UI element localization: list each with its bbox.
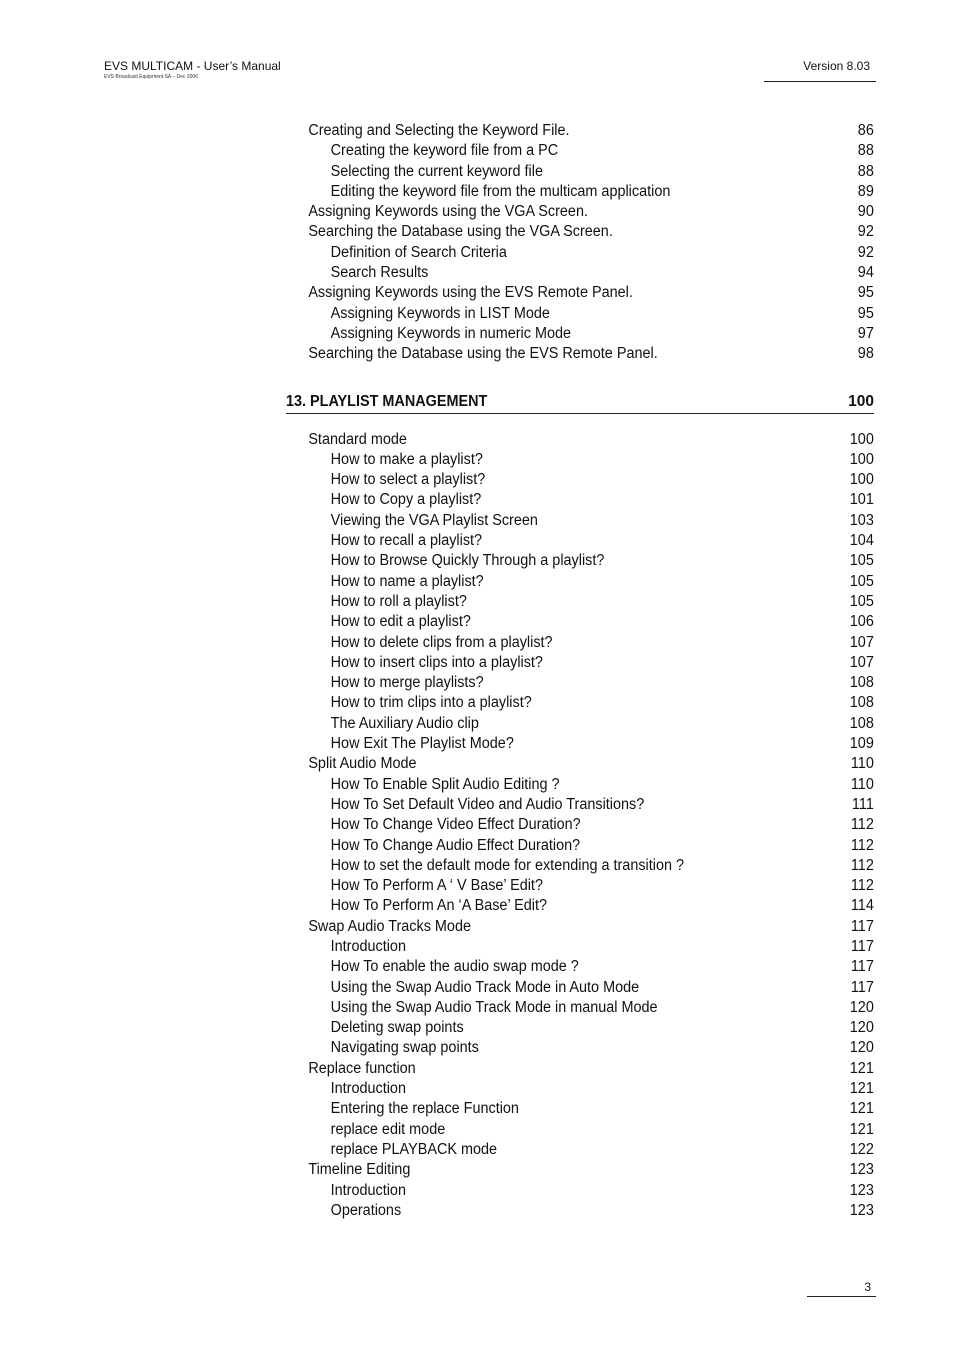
toc-entry[interactable] <box>286 795 874 815</box>
toc-entry[interactable] <box>286 633 874 653</box>
toc-entry-title: Using the Swap Audio Track Mode in manual Mode <box>330 998 658 1016</box>
toc-entry-title: How to name a playlist? <box>330 572 484 590</box>
toc-entry[interactable] <box>286 815 874 835</box>
toc-entry[interactable] <box>286 957 874 977</box>
toc-entry[interactable] <box>286 876 874 896</box>
toc-entry[interactable] <box>286 490 874 510</box>
toc-entry-title: Searching the Database using the VGA Screen. <box>308 223 613 241</box>
toc-entry[interactable] <box>286 612 874 632</box>
toc-entry-title: How To Perform An ‘A Base’ Edit? <box>330 897 547 915</box>
toc-entry-page: 90 <box>857 203 874 221</box>
publisher-line: EVS Broadcast Equipment SA – Dec 2006 <box>104 74 198 80</box>
toc-entry[interactable] <box>286 1059 874 1079</box>
toc-entry-page: 117 <box>850 937 874 955</box>
toc-entry-page: 103 <box>849 511 874 529</box>
toc-entry-page: 112 <box>850 856 874 874</box>
toc-entry-page: 112 <box>850 816 874 834</box>
toc-entry-title: replace edit mode <box>330 1120 446 1138</box>
toc-entry-title: How to edit a playlist? <box>330 613 471 631</box>
toc-entry-page: 112 <box>850 836 874 854</box>
toc-entry[interactable] <box>286 998 874 1018</box>
toc-entry[interactable] <box>286 162 874 182</box>
toc-entry[interactable] <box>286 896 874 916</box>
toc-entry-title: Using the Swap Audio Track Mode in Auto Mode <box>330 978 640 996</box>
toc-entry-title: Entering the replace Function <box>330 1100 519 1118</box>
toc-entry[interactable] <box>286 222 874 242</box>
toc-entry-title: How to trim clips into a playlist? <box>330 694 532 712</box>
toc-entry-title: The Auxiliary Audio clip <box>330 714 479 732</box>
toc-entry[interactable] <box>286 1120 874 1140</box>
toc-entry-page: 117 <box>850 917 874 935</box>
toc-entry-page: 123 <box>849 1181 874 1199</box>
toc-entry[interactable] <box>286 572 874 592</box>
toc-entry-page: 101 <box>849 491 874 509</box>
toc-entry-page: 108 <box>849 674 874 692</box>
toc-entry[interactable] <box>286 978 874 998</box>
toc-entry[interactable] <box>286 470 874 490</box>
toc-entry-page: 106 <box>849 613 874 631</box>
toc-entry[interactable] <box>286 243 874 263</box>
toc-entry-title: Standard mode <box>308 430 407 448</box>
toc-entry-page: 97 <box>857 324 874 342</box>
toc-entry-page: 117 <box>850 958 874 976</box>
toc-entry[interactable] <box>286 1099 874 1119</box>
toc-entry-title: Split Audio Mode <box>308 755 417 773</box>
toc-entry-page: 123 <box>849 1201 874 1219</box>
toc-entry-title: Replace function <box>308 1059 416 1077</box>
toc-entry-page: 95 <box>857 284 874 302</box>
toc-entry-page: 123 <box>849 1161 874 1179</box>
toc-entry[interactable] <box>286 182 874 202</box>
toc-entry-page: 105 <box>849 592 874 610</box>
toc-entry[interactable] <box>286 937 874 957</box>
toc-entry-title: Navigating swap points <box>330 1039 479 1057</box>
toc-entry-page: 120 <box>849 1019 874 1037</box>
toc-entry-page: 120 <box>849 1039 874 1057</box>
toc-entry-title: How to make a playlist? <box>330 450 483 468</box>
toc-entry-title: Searching the Database using the EVS Remote Panel. <box>308 345 658 363</box>
toc-entry-title: replace PLAYBACK mode <box>330 1140 498 1158</box>
toc-entry-title: Operations <box>330 1201 402 1219</box>
toc-entry-page: 89 <box>857 182 874 200</box>
toc-entry-page: 121 <box>849 1080 874 1098</box>
toc-entry-title: How To Change Video Effect Duration? <box>330 816 581 834</box>
toc-entry-page: 120 <box>849 998 874 1016</box>
header-rule <box>764 81 876 82</box>
toc-entry[interactable] <box>286 344 874 364</box>
toc-entry[interactable] <box>286 1140 874 1160</box>
toc-entry[interactable] <box>286 1079 874 1099</box>
page-number: 3 <box>864 1280 871 1294</box>
toc-entry[interactable] <box>286 450 874 470</box>
toc-entry-title: How To Enable Split Audio Editing ? <box>330 775 560 793</box>
manual-title: EVS MULTICAM - User’s Manual <box>104 59 281 73</box>
chapter-title: 13. PLAYLIST MANAGEMENT <box>286 392 488 410</box>
toc-entry-title: Editing the keyword file from the multicam application <box>330 182 671 200</box>
toc-entry[interactable] <box>286 592 874 612</box>
toc-entry-title: How To Perform A ‘ V Base’ Edit? <box>330 877 543 895</box>
toc-entry[interactable] <box>286 754 874 774</box>
toc-entry-title: Swap Audio Tracks Mode <box>308 917 471 935</box>
toc-entry-page: 121 <box>849 1100 874 1118</box>
toc-entry-title: How to set the default mode for extending a transition ? <box>330 856 685 874</box>
toc-entry[interactable] <box>286 1181 874 1201</box>
toc-entry-title: Timeline Editing <box>308 1161 411 1179</box>
toc-entry-page: 112 <box>850 877 874 895</box>
toc-entry-title: How to select a playlist? <box>330 471 486 489</box>
toc-entry-title: How To Change Audio Effect Duration? <box>330 836 581 854</box>
toc-entry-title: How To enable the audio swap mode ? <box>330 958 579 976</box>
toc-entry-title: Introduction <box>330 1080 406 1098</box>
toc-entry-page: 110 <box>850 755 874 773</box>
toc-entry[interactable] <box>286 917 874 937</box>
toc-entry[interactable] <box>286 1160 874 1180</box>
toc-entry-page: 105 <box>849 572 874 590</box>
toc-entry[interactable] <box>286 324 874 344</box>
toc-entry[interactable] <box>286 141 874 161</box>
toc-entry-page: 100 <box>849 471 874 489</box>
toc-entry-page: 105 <box>849 552 874 570</box>
toc-entry-page: 108 <box>849 694 874 712</box>
toc-entry-page: 121 <box>849 1120 874 1138</box>
toc-entry[interactable] <box>286 836 874 856</box>
toc-entry-title: How to roll a playlist? <box>330 592 467 610</box>
toc-entry-page: 121 <box>849 1059 874 1077</box>
toc-entry-title: Creating and Selecting the Keyword File. <box>308 122 570 139</box>
version-label: Version 8.03 <box>803 59 870 73</box>
toc-entry[interactable] <box>286 304 874 324</box>
toc-entry-title: How to insert clips into a playlist? <box>330 653 543 671</box>
chapter-page: 100 <box>848 392 874 410</box>
footer-rule <box>807 1296 876 1297</box>
table-of-contents <box>286 121 874 1221</box>
toc-entry[interactable] <box>286 430 874 450</box>
toc-entry-title: Assigning Keywords in numeric Mode <box>330 324 572 342</box>
toc-section-before <box>286 121 874 365</box>
toc-entry-page: 114 <box>850 897 874 915</box>
toc-entry[interactable] <box>286 1201 874 1221</box>
toc-entry-page: 122 <box>849 1140 874 1158</box>
toc-entry-page: 111 <box>851 795 874 813</box>
toc-entry[interactable] <box>286 673 874 693</box>
toc-entry[interactable] <box>286 653 874 673</box>
toc-entry-title: Deleting swap points <box>330 1019 464 1037</box>
toc-entry-page: 110 <box>850 775 874 793</box>
toc-entry-title: Creating the keyword file from a PC <box>330 142 559 160</box>
toc-entry[interactable] <box>286 714 874 734</box>
toc-entry-page: 88 <box>857 162 874 180</box>
toc-entry-page: 95 <box>857 304 874 322</box>
toc-entry-page: 94 <box>857 264 874 282</box>
toc-entry-title: Assigning Keywords using the VGA Screen. <box>308 203 588 221</box>
toc-entry-page: 98 <box>857 345 874 363</box>
toc-entry-title: How to delete clips from a playlist? <box>330 633 553 651</box>
toc-entry-page: 104 <box>849 532 874 550</box>
toc-entry[interactable] <box>286 693 874 713</box>
toc-entry-page: 109 <box>849 735 874 753</box>
toc-entry-page: 88 <box>857 142 874 160</box>
toc-entry-title: How to Browse Quickly Through a playlist? <box>330 552 605 570</box>
toc-entry-title: Selecting the current keyword file <box>330 162 543 180</box>
toc-entry[interactable] <box>286 551 874 571</box>
toc-entry[interactable] <box>286 531 874 551</box>
toc-entry[interactable] <box>286 775 874 795</box>
toc-entry-page: 86 <box>857 122 874 139</box>
toc-entry[interactable] <box>286 283 874 303</box>
toc-entry[interactable] <box>286 121 874 141</box>
toc-entry[interactable] <box>286 1018 874 1038</box>
toc-entry-title: Definition of Search Criteria <box>330 243 507 261</box>
toc-entry-title: How Exit The Playlist Mode? <box>330 735 514 753</box>
toc-entry[interactable] <box>286 734 874 754</box>
toc-entry-title: Introduction <box>330 1181 406 1199</box>
toc-entry-title: Assigning Keywords using the EVS Remote Panel. <box>308 284 633 302</box>
toc-entry-title: How to recall a playlist? <box>330 532 483 550</box>
toc-entry-title: How to Copy a playlist? <box>330 491 482 509</box>
toc-entry-title: Assigning Keywords in LIST Mode <box>330 304 550 322</box>
toc-entry-title: Introduction <box>330 937 406 955</box>
toc-entry-title: Viewing the VGA Playlist Screen <box>330 511 538 529</box>
toc-section-after <box>286 430 874 1222</box>
toc-entry-title: How To Set Default Video and Audio Transitions? <box>330 795 645 813</box>
toc-entry-title: Search Results <box>330 264 429 282</box>
toc-entry[interactable] <box>286 856 874 876</box>
toc-entry-page: 92 <box>857 243 874 261</box>
toc-entry-page: 100 <box>849 450 874 468</box>
toc-entry[interactable] <box>286 511 874 531</box>
toc-entry[interactable] <box>286 1038 874 1058</box>
toc-entry-page: 108 <box>849 714 874 732</box>
toc-entry-page: 117 <box>850 978 874 996</box>
toc-entry-title: How to merge playlists? <box>330 674 484 692</box>
toc-entry-page: 92 <box>857 223 874 241</box>
toc-entry-page: 100 <box>849 430 874 448</box>
toc-entry[interactable] <box>286 263 874 283</box>
toc-entry[interactable] <box>286 202 874 222</box>
toc-entry-page: 107 <box>849 653 874 671</box>
toc-entry-page: 107 <box>849 633 874 651</box>
chapter-heading[interactable] <box>286 393 874 414</box>
